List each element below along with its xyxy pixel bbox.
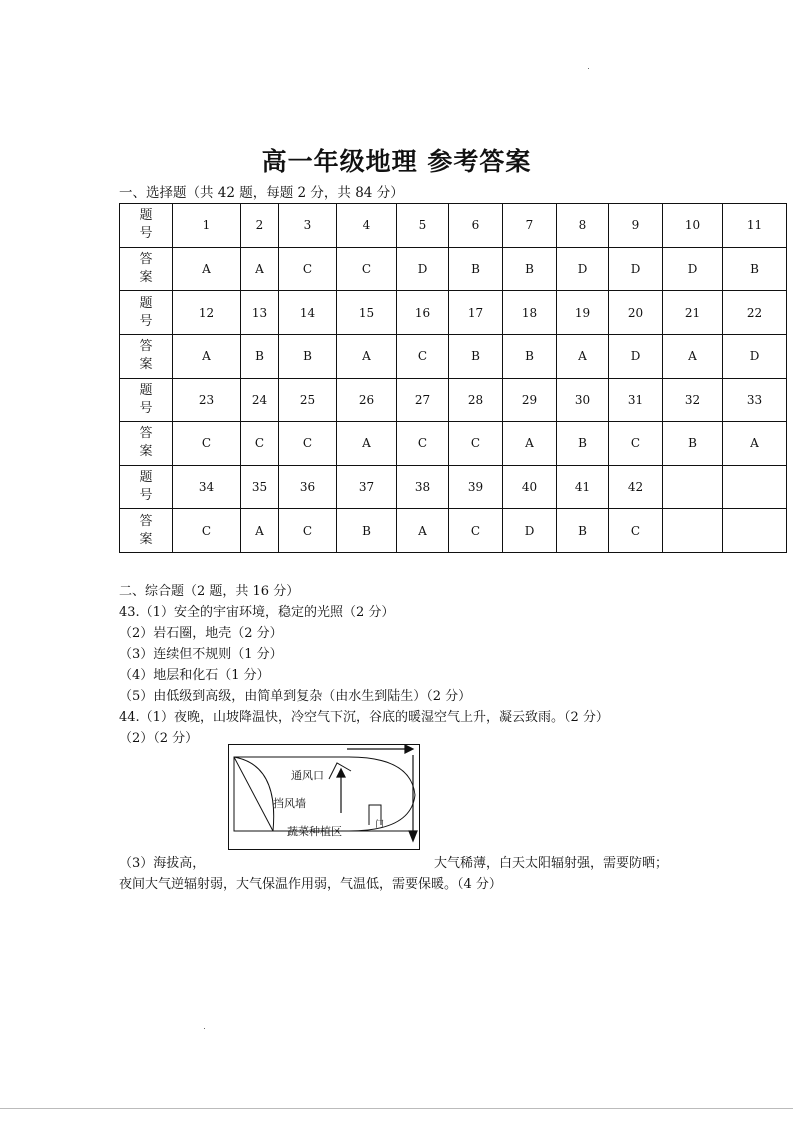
question-number-row [120,204,787,248]
answer-label-cell: 答 案 [120,247,173,291]
answer-row [120,509,787,553]
answer-cell: C [397,334,449,378]
answer-cell: A [173,334,241,378]
question-number-cell: 21 [663,291,723,335]
question-number-cell: 10 [663,204,723,248]
answer-cell: B [337,509,397,553]
answer-label-cell: 答 案 [120,509,173,553]
answer-cell: C [173,422,241,466]
answer-cell: A [723,422,787,466]
question-number-cell: 42 [609,465,663,509]
answer-cell: B [449,334,503,378]
question-number-cell: 33 [723,378,787,422]
answer-row [120,247,787,291]
question-number-cell: 4 [337,204,397,248]
section-choice-heading: 一、选择题（共 42 题，每题 2 分，共 84 分） [119,185,404,201]
greenhouse-diagram [228,744,420,850]
answer-cell: B [557,509,609,553]
label-planting-area: 蔬菜种植区 [287,825,342,838]
question-number-cell: 7 [503,204,557,248]
question-number-cell: 23 [173,378,241,422]
question-number-cell: 32 [663,378,723,422]
answer-cell: C [337,247,397,291]
label-vent: 通风口 [291,769,324,782]
q43-part2: （2）岩石圈，地壳（2 分） [119,626,283,641]
q43-part1: 43.（1）安全的宇宙环境，稳定的光照（2 分） [119,605,395,620]
answer-cell: B [723,247,787,291]
question-number-cell: 1 [173,204,241,248]
q44-part3-cont: 夜间大气逆辐射弱，大气保温作用弱，气温低，需要保暖。（4 分） [119,877,502,892]
label-windbreak-wall: 挡风墙 [273,797,306,810]
question-number-cell: 40 [503,465,557,509]
answer-cell: C [397,422,449,466]
answer-cell: B [241,334,279,378]
answer-cell: A [397,509,449,553]
answer-cell: B [503,334,557,378]
answer-cell: A [241,509,279,553]
question-number-cell: 38 [397,465,449,509]
answer-table [119,203,787,553]
page-title: 高一年级地理 参考答案 [261,147,532,176]
question-label-cell: 题 号 [120,465,173,509]
answer-row [120,422,787,466]
question-number-cell: 28 [449,378,503,422]
question-number-cell: 15 [337,291,397,335]
question-number-cell: 14 [279,291,337,335]
question-number-cell: 27 [397,378,449,422]
question-number-cell [663,465,723,509]
question-number-cell: 11 [723,204,787,248]
answer-cell: B [503,247,557,291]
q43-part5: （5）由低级到高级，由简单到复杂（由水生到陆生）（2 分） [119,689,472,704]
answer-cell: A [173,247,241,291]
question-number-cell: 19 [557,291,609,335]
speck-top [588,68,589,69]
question-number-cell: 36 [279,465,337,509]
answer-cell: B [449,247,503,291]
answer-cell: C [173,509,241,553]
answer-label-cell: 答 案 [120,334,173,378]
answer-cell: A [337,334,397,378]
speck-bottom [204,1028,205,1029]
question-number-cell: 24 [241,378,279,422]
section-comprehensive-heading: 二、综合题（2 题，共 16 分） [119,584,300,599]
answer-cell: A [557,334,609,378]
answer-cell: C [449,422,503,466]
answer-cell: A [337,422,397,466]
answer-cell: C [279,509,337,553]
question-number-cell: 8 [557,204,609,248]
question-number-cell: 41 [557,465,609,509]
question-number-cell: 35 [241,465,279,509]
question-number-cell: 5 [397,204,449,248]
question-number-cell: 31 [609,378,663,422]
question-number-cell [723,465,787,509]
answer-cell: D [663,247,723,291]
answer-cell: D [609,334,663,378]
answer-cell: C [279,247,337,291]
question-number-cell: 16 [397,291,449,335]
question-label-cell: 题 号 [120,378,173,422]
question-label-cell: 题 号 [120,291,173,335]
question-number-cell: 29 [503,378,557,422]
question-number-cell: 34 [173,465,241,509]
answer-cell: C [449,509,503,553]
q44-part2: （2）（2 分） [119,731,199,746]
answer-cell: B [663,422,723,466]
question-number-cell: 37 [337,465,397,509]
question-number-cell: 18 [503,291,557,335]
answer-cell: C [279,422,337,466]
q44-part3-end: 大气稀薄，白天太阳辐射强，需要防晒； [434,856,669,871]
answer-cell: D [557,247,609,291]
question-number-cell: 26 [337,378,397,422]
question-number-cell: 30 [557,378,609,422]
question-number-cell: 6 [449,204,503,248]
answer-cell [663,509,723,553]
q43-part3: （3）连续但不规则（1 分） [119,647,283,662]
answer-cell: C [609,422,663,466]
answer-cell: A [663,334,723,378]
question-number-row [120,465,787,509]
question-number-row [120,378,787,422]
answer-cell: B [557,422,609,466]
question-number-cell: 20 [609,291,663,335]
question-number-cell: 39 [449,465,503,509]
question-number-cell: 25 [279,378,337,422]
question-number-cell: 3 [279,204,337,248]
answer-cell: B [279,334,337,378]
answer-cell [723,509,787,553]
answer-cell: D [609,247,663,291]
answer-cell: C [241,422,279,466]
answer-cell: D [503,509,557,553]
question-number-cell: 2 [241,204,279,248]
question-number-cell: 17 [449,291,503,335]
question-number-cell: 22 [723,291,787,335]
q44-part3-start: （3）海拔高， [119,856,206,871]
question-label-cell: 题 号 [120,204,173,248]
question-number-cell: 9 [609,204,663,248]
answer-cell: C [609,509,663,553]
answer-label-cell: 答 案 [120,422,173,466]
question-number-row [120,291,787,335]
answer-cell: D [397,247,449,291]
answer-cell: A [241,247,279,291]
answer-cell: A [503,422,557,466]
label-door: 门 [375,820,385,830]
question-number-cell: 12 [173,291,241,335]
bottom-rule [0,1108,793,1109]
question-number-cell: 13 [241,291,279,335]
answer-row [120,334,787,378]
q44-part1: 44.（1）夜晚，山坡降温快，冷空气下沉，谷底的暖湿空气上升，凝云致雨。（2 分） [119,710,609,725]
q43-part4: （4）地层和化石（1 分） [119,668,270,683]
answer-cell: D [723,334,787,378]
